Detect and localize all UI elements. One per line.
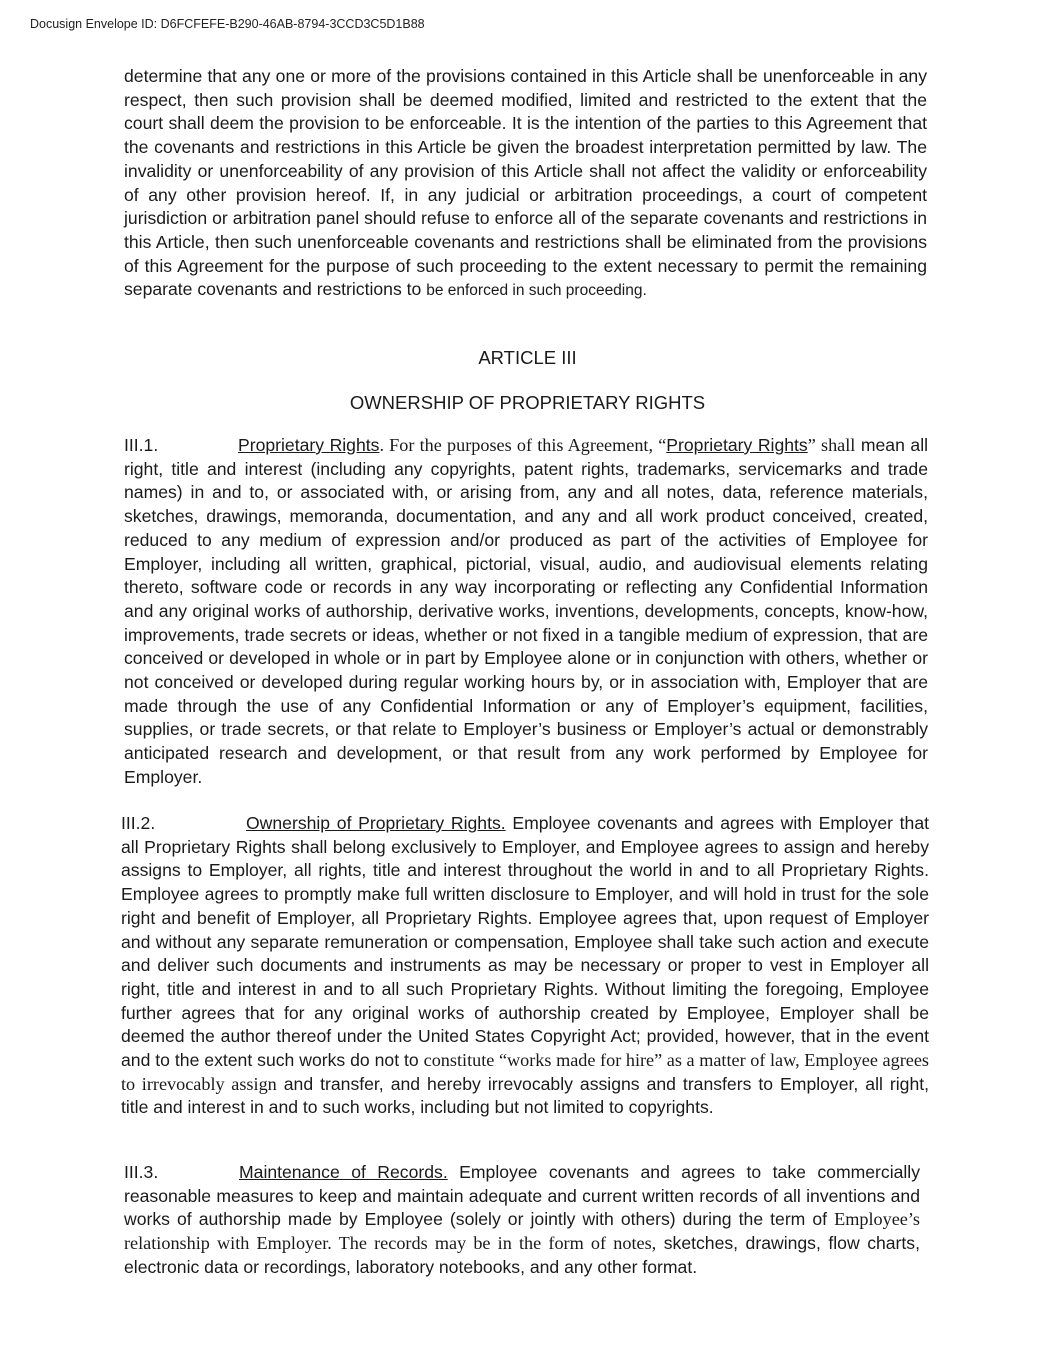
section-number: III.1. xyxy=(124,435,159,455)
section-body: Employee covenants and agrees with Employer that all Proprietary Rights shall belong exclusively to Employer, and Employee agrees to assign and hereby assigns to Employer, all rights, title and interest throughout the world in and to all Proprietary Rights. Employee agrees to promptly make full written disclosure to Employer, and will hold in trust for the sole right and benefit of Employer, all Proprietary Rights. Employee agrees that, upon request of Employer and without any separate remuneration or compensation, Employee shall take such action and execute and deliver such documents and instruments as may be necessary or proper to vest in Employer all right, title and interest in and to all such Proprietary Rights. Without limiting the foregoing, Employee further agrees that for any original works of authorship created by Employee, Employer shall be deemed the author thereof under the United States Copyright Act; provided, however, that in the event and to the extent such works do not to xyxy=(121,813,929,1071)
section-body-serif: constitute “works made for hire” as a matter of law, Employee agrees to irrevocably assign xyxy=(121,1050,929,1094)
continuation-text: determine that any one or more of the provisions contained in this Article shall be unenforceable in any respect, then such provision shall be deemed modified, limited and restricted to the extent that the court shall deem the provision to be enforceable. It is the intention of the parties to this Agreement that the covenants and restrictions in this Article be given the broadest interpretation permitted by law. The invalidity or unenforceability of any provision of this Article shall not affect the validity or enforceability of any other provision hereof. If, in any judicial or arbitration proceedings, a court of competent jurisdiction or arbitration panel should refuse to enforce all of the separate covenants and restrictions in this Article, then such unenforceable covenants and restrictions shall be eliminated from the provisions of this Agreement for the purpose of such proceeding to the extent necessary to permit the remaining separate covenants and restrictions to xyxy=(124,66,927,300)
continuation-paragraph xyxy=(124,65,927,303)
section-body-serif: Employee’s relationship with Employer. The records may be in the form of notes, xyxy=(124,1209,920,1254)
section-body: mean all right, title and interest (including any copyrights, patent rights, trademarks, servicemarks and trade names) in and to, or associated with, or arising from, any and all notes, data, reference materials, sketches, drawings, memoranda, documentation, and any and all work product conceived, created, reduced to any medium of expression and/or produced as part of the activities of Employee for Employer, including all written, graphical, pictorial, visual, audio, and audiovisual elements relating thereto, software code or records in any way incorporating or reflecting any Confidential Information and any original works of authorship, derivative works, inventions, developments, concepts, know-how, improvements, trade secrets or ideas, whether or not fixed in a tangible medium of expression, that are conceived or developed in whole or in part by Employee alone or in conjunction with others, whether or not conceived or developed during regular working hours by, or in association with, Employer that are made through the use of any Confidential Information or any of Employer’s equipment, facilities, supplies, or trade secrets, or that relate to Employer’s business or Employer’s actual or demonstrably anticipated research and development, or that result from any work performed by Employee for Employer. xyxy=(124,435,929,787)
envelope-id: Docusign Envelope ID: D6FCFEFE-B290-46AB-8794-3CCD3C5D1B88 xyxy=(30,17,425,31)
section-body-end: and transfer, and hereby irrevocably assigns and transfers to Employer, all right, title and interest in and to such works, including but not limited to copyrights. xyxy=(121,1073,929,1118)
section-body: Employee covenants and agrees to take commercially reasonable measures to keep and maintain adequate and current written records of all inventions and works of authorship made by Employee (solely or jointly with others) during the term of xyxy=(124,1162,921,1230)
section-number: III.2. xyxy=(121,813,156,833)
section-body-end: sketches, drawings, flow charts, electronic data or recordings, laboratory notebooks, and any other format. xyxy=(124,1233,920,1277)
section-3-2 xyxy=(121,812,929,1120)
continuation-last-line: be enforced in such proceeding. xyxy=(426,282,647,300)
section-title: Ownership of Proprietary Rights. xyxy=(246,813,506,833)
section-after-term: ” shall xyxy=(807,435,856,455)
article-title: OWNERSHIP OF PROPRIETARY RIGHTS xyxy=(349,392,706,413)
defined-term: Proprietary Rights xyxy=(666,435,808,455)
article-number: ARTICLE III xyxy=(478,347,577,368)
section-3-1 xyxy=(124,434,928,790)
section-number: III.3. xyxy=(124,1162,159,1182)
section-intro: . For the purposes of this Agreement, “ xyxy=(379,435,667,455)
section-3-3 xyxy=(124,1161,920,1280)
section-title: Maintenance of Records. xyxy=(239,1162,448,1182)
section-title: Proprietary Rights xyxy=(238,435,380,455)
